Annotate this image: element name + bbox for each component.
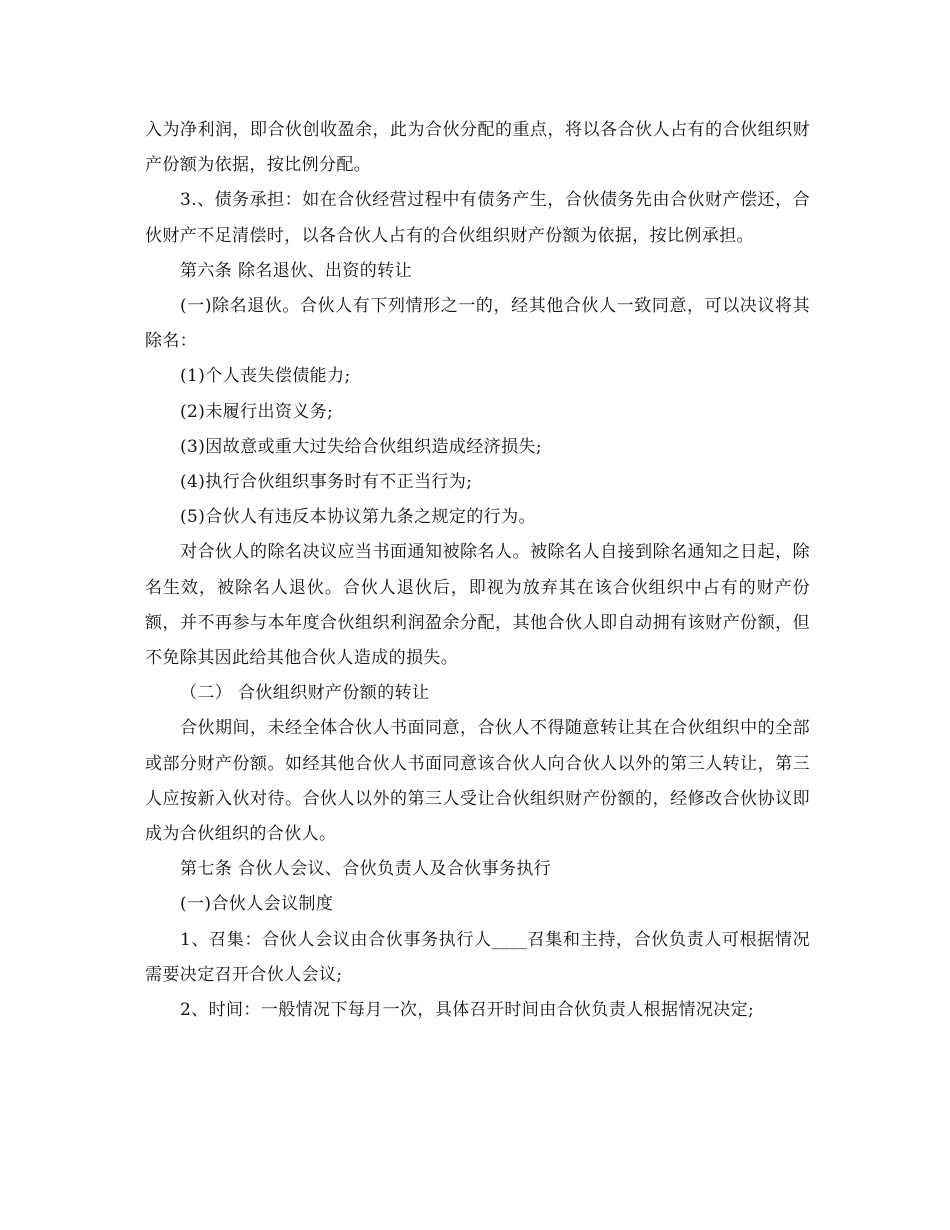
list-item: (4)执行合伙组织事务时有不正当行为; xyxy=(180,472,473,493)
paragraph-meeting-convening: 1、召集：合伙人会议由合伙事务执行人____召集和主持，合伙负责人可根据情况需要决定召开合伙人会议; xyxy=(145,929,810,985)
paragraph-expulsion-notice: 对合伙人的除名决议应当书面通知被除名人。被除名人自接到除名通知之日起，除名生效，被除名人退伙。合伙人退伙后，即视为放弃其在该合伙组织中占有的财产份额，并不再参与本年度合伙组织利润盈余分配，其他合伙人即自动拥有该财产份额，但不免除其因此给其他合伙人造成的损失。 xyxy=(145,542,810,669)
heading-meeting-system: (一)合伙人会议制度 xyxy=(180,894,334,915)
paragraph-profit-distribution: 入为净利润，即合伙创收盈余，此为合伙分配的重点，将以各合伙人占有的合伙组织财产份额为依据，按比例分配。 xyxy=(145,120,810,176)
heading-share-transfer: （二） 合伙组织财产份额的转让 xyxy=(180,683,430,704)
list-item: (1)个人丧失偿债能力; xyxy=(180,366,351,387)
paragraph-expulsion: (一)除名退伙。合伙人有下列情形之一的，经其他合伙人一致同意，可以决议将其除名： xyxy=(145,296,810,352)
heading-article-6: 第六条 除名退伙、出资的转让 xyxy=(180,260,413,281)
paragraph-debt-bearing: 3.、债务承担：如在合伙经营过程中有债务产生，合伙债务先由合伙财产偿还，合伙财产不足清偿时，以各合伙人占有的合伙组织财产份额为依据，按比例承担。 xyxy=(145,190,810,246)
document-page xyxy=(145,113,810,1028)
list-item: (2)未履行出资义务; xyxy=(180,401,334,422)
list-item: (5)合伙人有违反本协议第九条之规定的行为。 xyxy=(180,507,536,528)
list-item: (3)因故意或重大过失给合伙组织造成经济损失; xyxy=(180,436,543,457)
paragraph-share-transfer: 合伙期间，未经全体合伙人书面同意，合伙人不得随意转让其在合伙组织中的全部或部分财产份额。如经其他合伙人书面同意该合伙人向合伙人以外的第三人转让，第三人应按新入伙对待。合伙人以外的第三人受让合伙组织财产份额的，经修改合伙协议即成为合伙组织的合伙人。 xyxy=(145,718,810,845)
heading-article-7: 第七条 合伙人会议、合伙负责人及合伙事务执行 xyxy=(180,859,552,880)
paragraph-meeting-time: 2、时间：一般情况下每月一次，具体召开时间由合伙负责人根据情况决定; xyxy=(180,1000,755,1021)
